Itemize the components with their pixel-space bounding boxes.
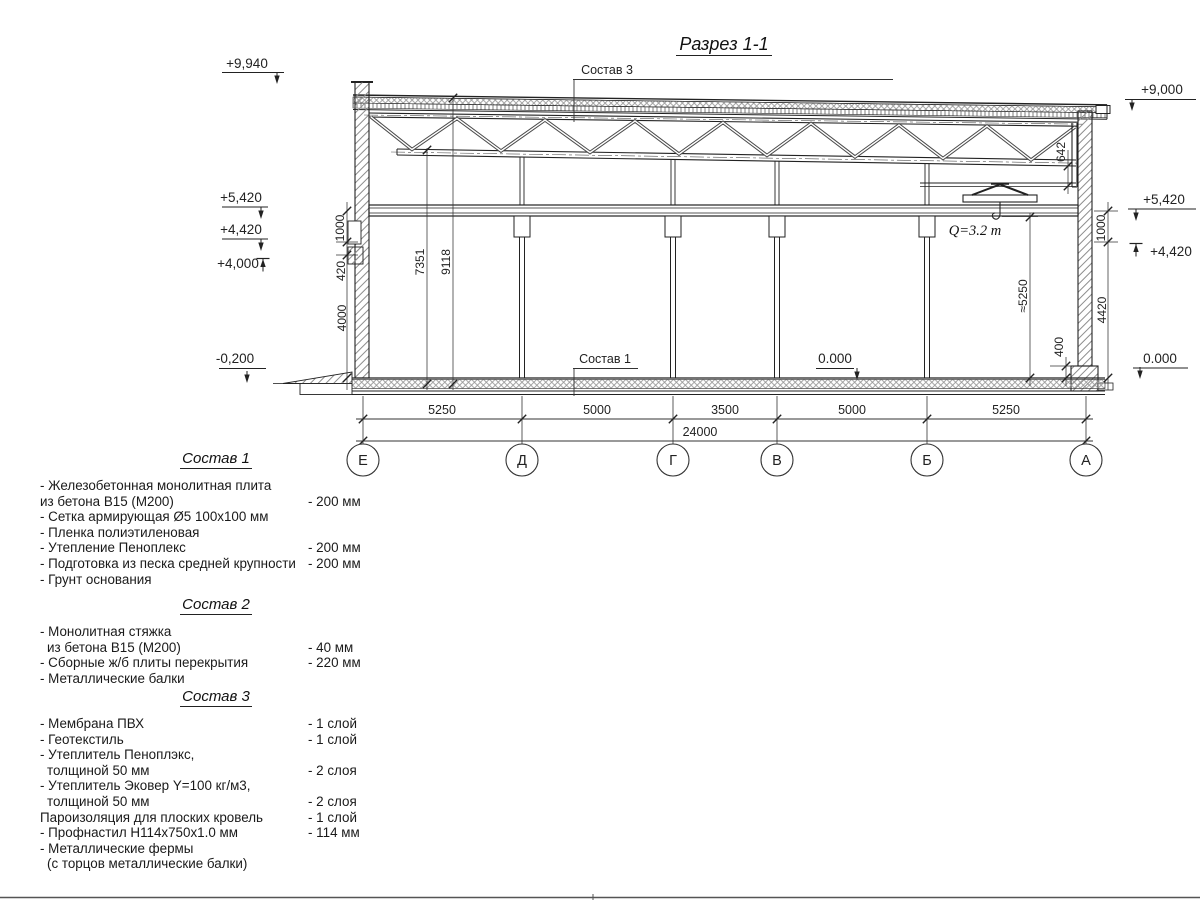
svg-text:Г: Г	[669, 453, 677, 469]
span-dim: 3500	[711, 403, 739, 417]
elevation-left-parapet	[222, 56, 284, 84]
row-text: толщиной 50 мм	[47, 762, 150, 778]
layer-row	[40, 856, 392, 872]
layer-row	[40, 747, 392, 763]
layer-row	[40, 509, 392, 525]
row-text: - Геотекстиль	[40, 731, 124, 747]
span-dim: 5000	[583, 403, 611, 417]
sostav-2-section	[40, 596, 392, 686]
layer-row	[40, 794, 392, 810]
svg-text:-0,200: -0,200	[215, 351, 255, 366]
row-text: - Подготовка из песка средней крупности	[40, 555, 296, 571]
span-dim: 5250	[428, 403, 456, 417]
layer-row	[40, 810, 392, 826]
elevation-left-4000	[217, 256, 269, 272]
svg-text:+5,420: +5,420	[1143, 192, 1185, 207]
svg-text:В: В	[772, 453, 782, 469]
elevation-right-zero	[1133, 351, 1188, 379]
svg-text:1000: 1000	[333, 214, 347, 242]
row-value: - 1 слой	[308, 731, 357, 747]
axis-bubble-b	[911, 444, 943, 476]
svg-text:9118: 9118	[439, 249, 453, 275]
row-value: - 1 слой	[308, 716, 357, 731]
layer-row	[40, 716, 392, 732]
row-text: (с торцов металлические балки)	[47, 856, 248, 872]
row-text: - Грунт основания	[40, 571, 152, 587]
row-text: - Профнастил Н114х750х1.0 мм	[40, 825, 238, 841]
span-dim: 5000	[838, 403, 866, 417]
total-dim: 24000	[682, 425, 718, 439]
roof-assembly	[353, 95, 1110, 119]
columns	[514, 157, 935, 378]
svg-text:+5,420: +5,420	[220, 190, 262, 205]
svg-text:А: А	[1081, 453, 1091, 469]
mezzanine-beam	[369, 205, 1078, 216]
truss	[364, 113, 1083, 187]
sostav-1-title: Состав 1	[182, 450, 250, 467]
sostav-3-title: Состав 3	[182, 688, 250, 705]
row-text: - Утеплитель Эковер Y=100 кг/м3,	[40, 778, 251, 794]
layer-row	[40, 572, 392, 588]
floor-slab	[273, 372, 1105, 395]
row-value: - 114 мм	[308, 825, 360, 841]
sostav-3-section	[40, 688, 392, 872]
bottom-dimensions	[356, 396, 1093, 445]
row-text: - Мембрана ПВХ	[40, 716, 145, 731]
layer-row	[40, 494, 392, 510]
layer-row	[40, 671, 392, 687]
layer-row	[40, 841, 392, 857]
row-value: - 2 слоя	[308, 762, 357, 778]
elevation-right-roof	[1125, 82, 1196, 111]
row-text: - Монолитная стяжка	[40, 624, 172, 639]
elevation-right-5420	[1128, 192, 1196, 221]
sostav-1-section	[40, 450, 392, 587]
elevation-right-4420	[1130, 244, 1192, 260]
svg-text:≈5250: ≈5250	[1016, 279, 1030, 313]
row-text: Пароизоляция для плоских кровель	[40, 809, 263, 825]
elevation-left-4420	[220, 222, 268, 251]
sostav3-leader-label: Состав 3	[581, 63, 633, 77]
row-text: - Металлические балки	[40, 670, 185, 686]
svg-text:+9,000: +9,000	[1141, 82, 1183, 97]
axis-bubbles	[347, 444, 1102, 476]
row-text: - Сборные ж/б плиты перекрытия	[40, 655, 249, 671]
row-text: - Утепление Пеноплекс	[40, 540, 186, 556]
row-text: - Утеплитель Пеноплэкс,	[40, 747, 195, 763]
axis-bubble-v	[761, 444, 793, 476]
svg-text:Д: Д	[517, 453, 527, 469]
row-value: - 200 мм	[308, 555, 361, 571]
sostav1-leader-label: Состав 1	[579, 352, 631, 366]
svg-text:4420: 4420	[1095, 296, 1109, 324]
sheet-frame-edge	[0, 894, 1200, 900]
span-dim: 5250	[992, 403, 1020, 417]
row-text: из бетона В15 (М200)	[40, 493, 174, 509]
svg-text:7351: 7351	[413, 248, 427, 276]
svg-text:400: 400	[1052, 336, 1066, 358]
svg-text:1000: 1000	[1094, 214, 1108, 242]
sostav-2-title: Состав 2	[182, 596, 250, 613]
layer-row	[40, 556, 392, 572]
svg-text:Е: Е	[358, 453, 368, 469]
svg-text:Б: Б	[922, 453, 932, 469]
layer-row	[40, 525, 392, 541]
row-text: из бетона В15 (М200)	[47, 639, 181, 655]
layer-row	[40, 825, 392, 841]
row-value: - 200 мм	[308, 540, 361, 556]
elevation-left-ground	[216, 351, 266, 383]
layer-row	[40, 540, 392, 556]
svg-text:4000: 4000	[335, 304, 349, 332]
row-value: - 40 мм	[308, 639, 354, 655]
svg-text:+9,940: +9,940	[226, 56, 268, 71]
row-text: - Пленка полиэтиленовая	[40, 524, 200, 540]
layer-row	[40, 778, 392, 794]
svg-text:+4,420: +4,420	[1150, 244, 1192, 259]
axis-bubble-g	[657, 444, 689, 476]
elevation-floor-zero	[816, 351, 860, 380]
left-wall	[348, 82, 373, 378]
svg-text:642: 642	[1054, 141, 1068, 163]
elevation-left-5420	[220, 190, 268, 219]
layer-row	[40, 478, 392, 494]
layer-row	[40, 763, 392, 779]
drawing-title: Разрез 1-1	[614, 34, 834, 55]
axis-bubble-d	[506, 444, 538, 476]
row-value: - 2 слоя	[308, 793, 357, 809]
axis-bubble-a	[1070, 444, 1102, 476]
row-value: - 220 мм	[308, 655, 361, 671]
svg-text:+4,000: +4,000	[217, 256, 259, 271]
row-text: толщиной 50 мм	[47, 793, 150, 809]
layer-row	[40, 624, 392, 640]
row-text: - Железобетонная монолитная плита	[40, 478, 272, 493]
row-text: - Сетка армирующая Ø5 100х100 мм	[40, 509, 269, 525]
row-value: - 200 мм	[308, 493, 361, 509]
svg-text:420: 420	[334, 260, 348, 282]
svg-text:0.000: 0.000	[1143, 351, 1177, 366]
layer-row	[40, 655, 392, 671]
layer-row	[40, 732, 392, 748]
row-text: - Металлические фермы	[40, 840, 194, 856]
svg-text:+4,420: +4,420	[220, 222, 262, 237]
row-value: - 1 слой	[308, 809, 357, 825]
crane-capacity-label: Q=3.2 т	[948, 223, 1002, 239]
svg-text:0.000: 0.000	[818, 351, 852, 366]
layer-row	[40, 640, 392, 656]
